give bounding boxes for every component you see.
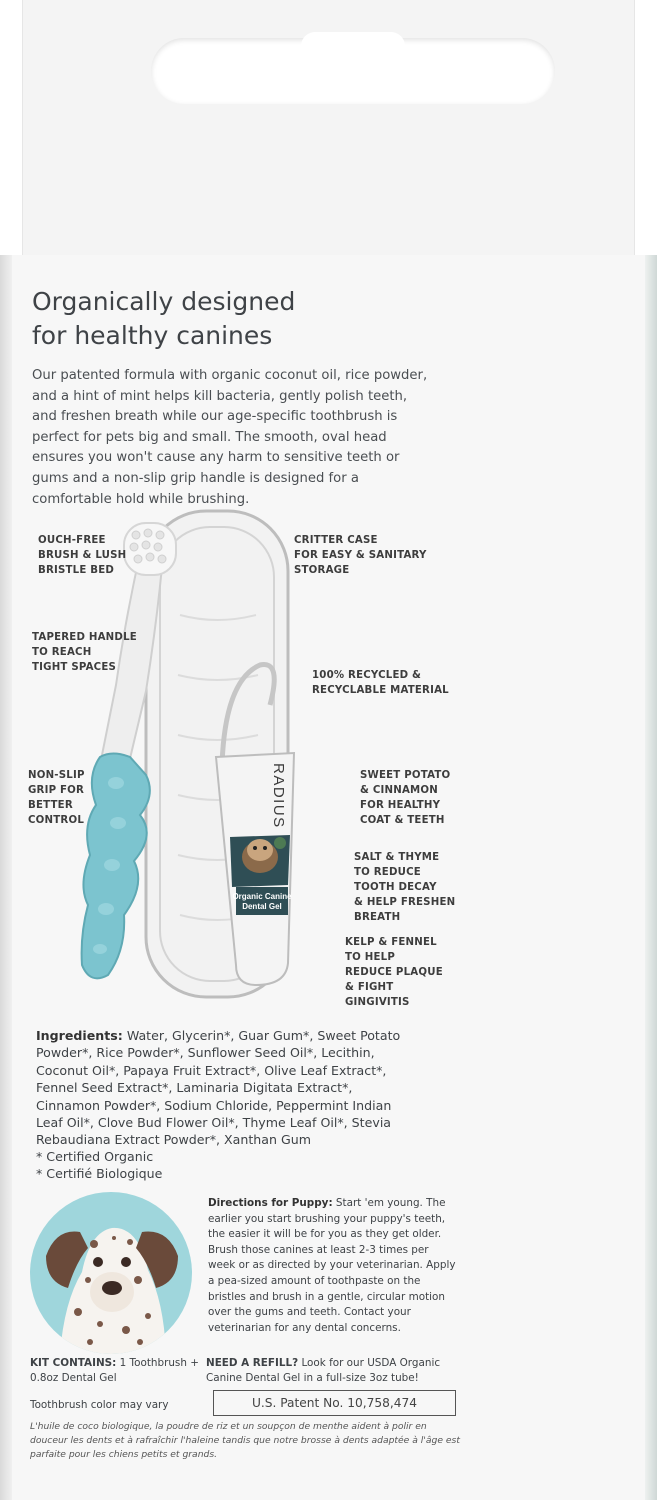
callout-ouch-free: OUCH-FREE BRUSH & LUSH BRISTLE BED [38, 535, 127, 576]
headline [32, 285, 452, 353]
card-edge-left [0, 255, 12, 1500]
hang-hole [151, 38, 555, 104]
callout-kelp-fennel: KELP & FENNEL TO HELP REDUCE PLAQUE & FIGHT GINGIVITIS [345, 937, 443, 1008]
refill-label: NEED A REFILL? [206, 1357, 299, 1369]
ingredients-text [36, 1027, 416, 1149]
refill-note [206, 1356, 456, 1386]
directions-text [208, 1196, 458, 1336]
card-edge-right [645, 255, 657, 1500]
refill-body: Look for our USDA Organic Canine Dental Gel in a full-size 3oz tube! [206, 1357, 441, 1385]
cert-organic-fr: * Certifié Biologique [36, 1166, 163, 1181]
ingredients-label: Ingredients: [36, 1028, 123, 1043]
dalmatian-illustration [30, 1192, 192, 1354]
tube-brand: RADIUS [270, 763, 287, 829]
kit-label: KIT CONTAINS: [30, 1357, 117, 1369]
callout-salt-thyme: SALT & THYME TO REDUCE TOOTH DECAY & HELP FRESHEN BREATH [354, 852, 456, 923]
product-illustration [60, 505, 360, 1005]
tube-product-line-2: Dental Gel [242, 902, 282, 911]
callout-tapered-handle: TAPERED HANDLE TO REACH TIGHT SPACES [32, 632, 137, 673]
callout-recycled: 100% RECYCLED & RECYCLABLE MATERIAL [312, 670, 449, 696]
intro-paragraph: Our patented formula with organic coconut oil, rice powder, and a hint of mint helps kill bacteria, gently polish teeth, and freshen breath while our age-specific toothbrush is perfect for pets big and small. The smooth, oval head ensures you won't cause any harm to sensitive teeth or gums and a non-slip grip handle is designed for a comfortable hold while brushing. [32, 368, 428, 507]
directions-label: Directions for Puppy: [208, 1197, 333, 1209]
callout-critter-case: CRITTER CASE FOR EASY & SANITARY STORAGE [294, 535, 427, 576]
cert-organic-en: * Certified Organic [36, 1149, 154, 1164]
directions-body: Start 'em young. The earlier you start brushing your puppy's teeth, the easier it will be for you as they get older. Brush those canines at least 2-3 times per week or as directed by your veterinarian. Apply a pea-sized amount of toothpaste on the bristles and brush in a gentle, circular motion over the gums and teeth. Contact your veterinarian for any dental concerns. [208, 1197, 456, 1334]
kit-contents [30, 1356, 200, 1386]
puppy-image [30, 1192, 192, 1354]
callout-sweet-potato: SWEET POTATO & CINNAMON FOR HEALTHY COAT & TEETH [360, 770, 451, 826]
patent-box: U.S. Patent No. 10,758,474 [213, 1390, 456, 1416]
tube-product-line-1: Organic Canine [232, 892, 292, 901]
color-vary-note: Toothbrush color may vary [30, 1399, 169, 1411]
headline-line-2: for healthy canines [32, 321, 273, 350]
french-text: L'huile de coco biologique, la poudre de riz et un soupçon de menthe aident à polir en douceur les dents et à rafraîchir l'haleine tandis que notre brosse à dents adaptée à l'âge est parfaite pour les chiens petits et grands. [30, 1421, 460, 1461]
callout-non-slip: NON-SLIP GRIP FOR BETTER CONTROL [28, 770, 85, 826]
hang-tab [22, 0, 635, 255]
headline-line-1: Organically designed [32, 287, 296, 316]
kit-body: 1 Toothbrush + 0.8oz Dental Gel [30, 1357, 199, 1385]
ingredients-list: Water, Glycerin*, Guar Gum*, Sweet Potato Powder*, Rice Powder*, Sunflower Seed Oil*, Lecithin, Coconut Oil*, Papaya Fruit Extract*, Olive Leaf Extract*, Fennel Seed Extract*, Laminaria Digitata Extract*, Cinnamon Powder*, Sodium Chloride, Peppermint Indian Leaf Oil*, Clove Bud Flower Oil*, Thyme Leaf Oil*, Stevia Rebaudiana Extract Powder*, Xanthan Gum [36, 1028, 401, 1148]
